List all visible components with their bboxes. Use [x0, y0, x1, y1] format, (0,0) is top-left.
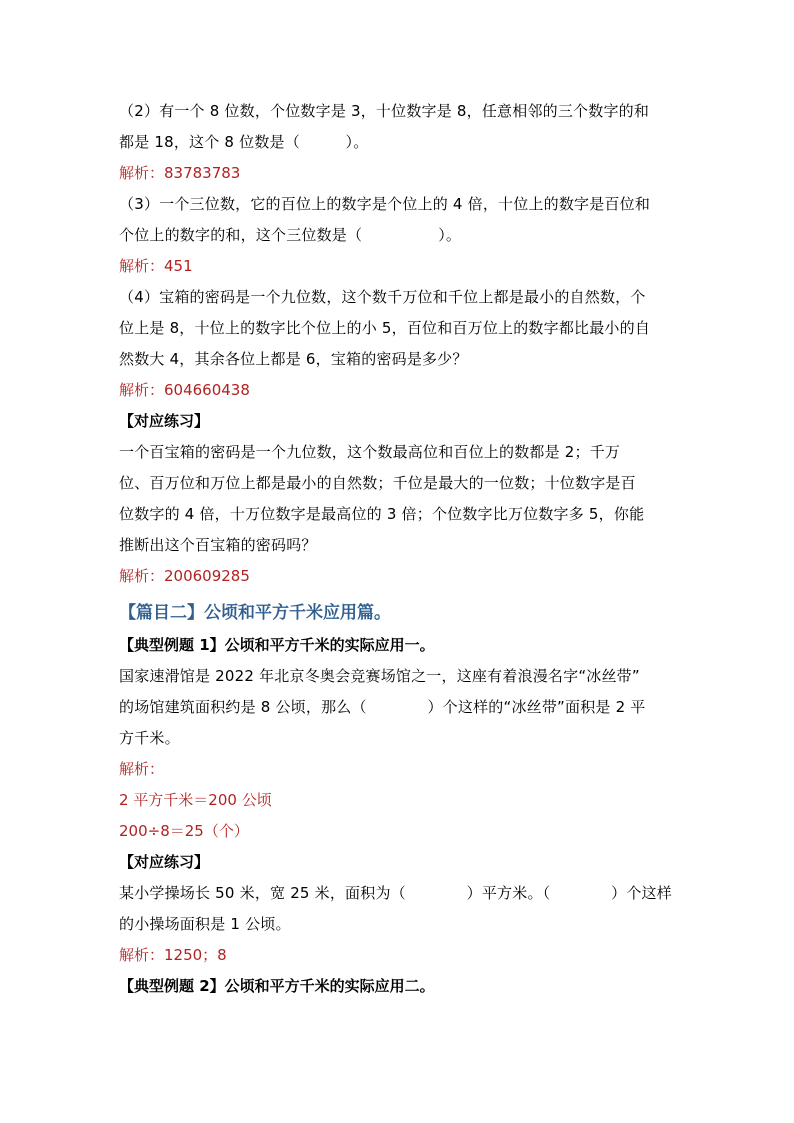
example-1-answer-label: 解析： [119, 760, 165, 778]
example-1-answer-line-2: 200÷8＝25（个） [119, 822, 249, 840]
example-1-line-1: 国家速滑馆是 2022 年北京冬奥会竞赛场馆之一，这座有着浪漫名字“冰丝带” [119, 667, 640, 685]
practice-1-line-1: 一个百宝箱的密码是一个九位数，这个数最高位和百位上的数都是 2；千万 [119, 443, 621, 461]
question-2-line-2: 都是 18，这个 8 位数是（ ）。 [119, 133, 369, 151]
practice-1-line-3: 位数字的 4 倍，十万位数字是最高位的 3 倍；个位数字比万位数字多 5，你能 [119, 505, 645, 523]
question-2-line-1: （2）有一个 8 位数，个位数字是 3，十位数字是 8，任意相邻的三个数字的和 [119, 102, 650, 120]
question-4-line-1: （4）宝箱的密码是一个九位数，这个数千万位和千位上都是最小的自然数，个 [119, 288, 646, 306]
practice-2-answer: 解析：1250；8 [119, 946, 227, 964]
section-2-title: 【篇目二】公顷和平方千米应用篇。 [119, 603, 391, 623]
practice-2-title: 【对应练习】 [119, 853, 210, 871]
example-1-body [119, 661, 679, 754]
practice-1-body [119, 437, 679, 561]
question-2-answer: 解析：83783783 [119, 164, 241, 182]
question-2 [119, 96, 679, 158]
question-3-line-2: 个位上的数字的和，这个三位数是（ ）。 [119, 226, 462, 244]
document-page [119, 96, 679, 1002]
practice-1-line-4: 推断出这个百宝箱的密码吗？ [119, 536, 317, 554]
question-3-line-1: （3）一个三位数，它的百位上的数字是个位上的 4 倍，十位上的数字是百位和 [119, 195, 651, 213]
practice-1-line-2: 位、百万位和万位上都是最小的自然数；千位是最大的一位数；十位数字是百 [119, 474, 636, 492]
practice-2-body [119, 878, 679, 940]
example-1-title: 【典型例题 1】公顷和平方千米的实际应用一。 [119, 636, 435, 654]
question-4-line-2: 位上是 8，十位上的数字比个位上的小 5，百位和百万位上的数字都比最小的自 [119, 319, 651, 337]
example-1-line-3: 方千米。 [119, 729, 180, 747]
question-3-answer: 解析：451 [119, 257, 193, 275]
question-4 [119, 282, 679, 375]
question-4-answer: 解析：604660438 [119, 381, 250, 399]
practice-1-answer: 解析：200609285 [119, 567, 250, 585]
question-3 [119, 189, 679, 251]
example-2-title: 【典型例题 2】公顷和平方千米的实际应用二。 [119, 977, 435, 995]
practice-2-line-1: 某小学操场长 50 米，宽 25 米，面积为（ ）平方米。（ ）个这样 [119, 884, 672, 902]
practice-2-line-2: 的小操场面积是 1 公顷。 [119, 915, 291, 933]
example-1-line-2: 的场馆建筑面积约是 8 公顷，那么（ ）个这样的“冰丝带”面积是 2 平 [119, 698, 646, 716]
practice-1-title: 【对应练习】 [119, 412, 210, 430]
question-4-line-3: 然数大 4，其余各位上都是 6，宝箱的密码是多少？ [119, 350, 468, 368]
example-1-answer-line-1: 2 平方千米＝200 公顷 [119, 791, 272, 809]
